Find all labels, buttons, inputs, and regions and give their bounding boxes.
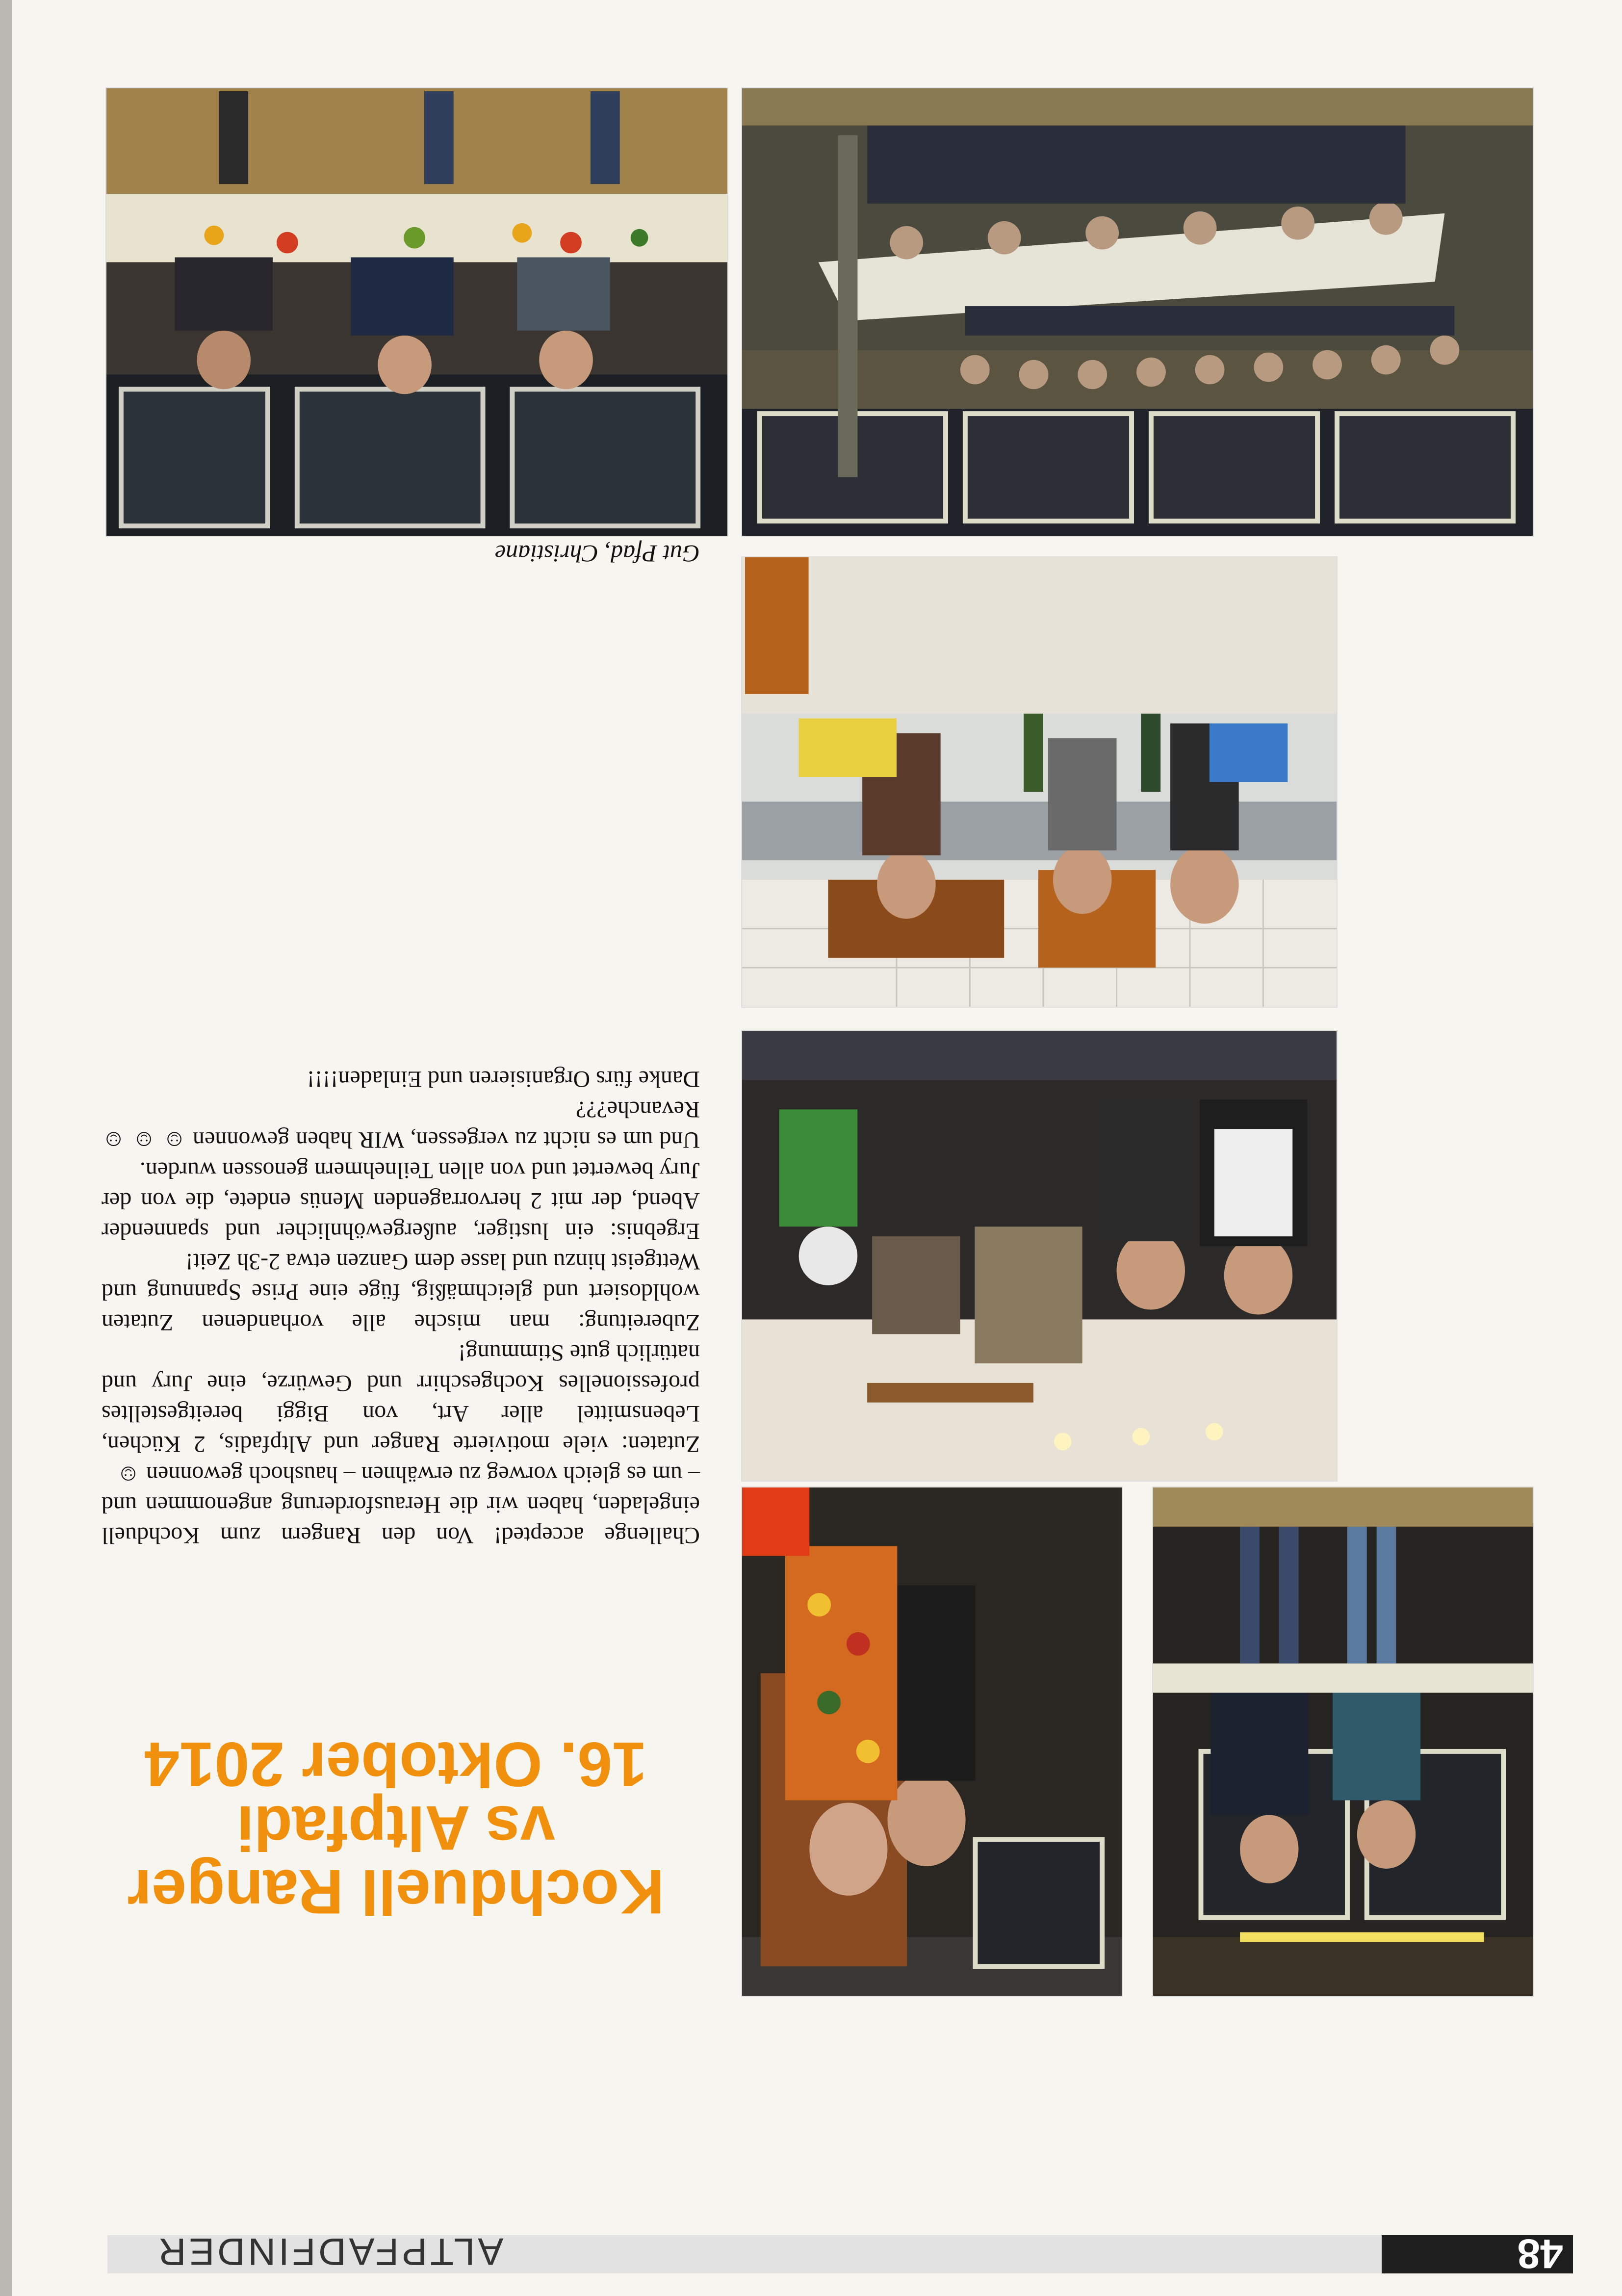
photo-kitchen-cooking xyxy=(741,556,1338,1008)
article-paragraph: Danke fürs Organisieren und Einladen!!!! xyxy=(307,1066,700,1092)
title-line: Kochduell Ranger xyxy=(127,1856,665,1927)
article-paragraph: Challenge accepted! Von den Rangern zum Kochduell eingeladen, haben wir die Herausforderung angenommen und – um es gleich vorweg zu erwähnen – haushoch gewonnen ☺ xyxy=(102,1461,700,1548)
article-paragraph: Ergebnis: ein lustiger, außergewöhnlicher und spannender Abend, der mit 2 hervorragenden Menüs endete, die von der Jury bewertet und von allen Teilnehmern genossen wurden. xyxy=(102,1157,700,1244)
photo-jury-table xyxy=(105,87,728,537)
title-line: vs Altpfadi xyxy=(236,1793,555,1863)
article-paragraph: Und um es nicht zu vergessen, WIR haben gewonnen ☺ ☺ ☺ Revanche??? xyxy=(102,1096,700,1153)
photo-group-dinner xyxy=(741,87,1534,537)
photo-serving-pair xyxy=(1152,1487,1534,1997)
photo-cooks-with-pot xyxy=(741,1030,1338,1482)
article-signature: Gut Pfad, Christiane xyxy=(494,540,700,568)
article-title xyxy=(126,1729,666,1927)
article-paragraph: Zubereitung: man mische alle vorhandenen Zutaten wohldosiert und gleichmäßig, füge eine Prise Spannung und Wettgeist hinzu und lasse dem Ganzen etwa 2-3h Zeit! xyxy=(102,1249,700,1335)
photo-two-women xyxy=(741,1487,1123,1997)
title-line: 16. Oktober 2014 xyxy=(144,1729,647,1799)
section-title: ALTPFADFINDER xyxy=(155,2230,504,2273)
page-edge xyxy=(0,0,12,2296)
article-paragraph: Zutaten: viele motivierte Ranger und Altpfadis, 2 Küchen, Lebensmittel aller Art, von Biggi bereitgestelltes professionelles Kochgeschirr und Gewürze, eine Jury und natürlich gute Stimmung! xyxy=(102,1340,700,1457)
page-number: 48 xyxy=(1517,2231,1563,2277)
article-body xyxy=(102,1064,700,1550)
